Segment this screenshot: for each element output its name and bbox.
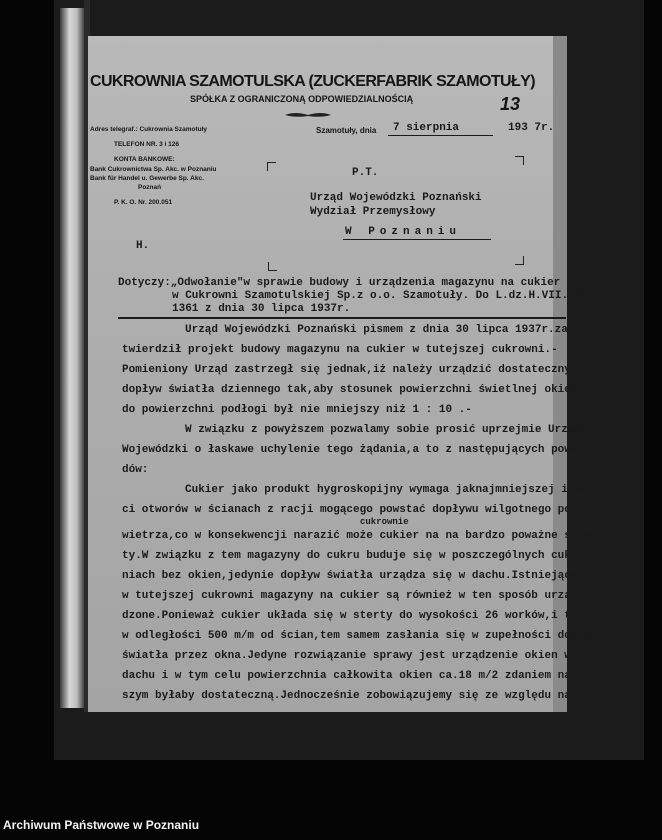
recipient-line-1: Urząd Wojewódzki Poznański	[310, 192, 482, 204]
address-corner	[267, 162, 276, 171]
body-line: Urząd Wojewódzki Poznański pismem z dnia 30 lipca 1937r.za-	[185, 324, 575, 336]
body-line: dzone.Ponieważ cukier układa się w sterty do wysokości 26 worków,i to	[122, 610, 578, 622]
telegraph-address: Adres telegraf.: Cukrownia Szamotuły	[90, 126, 208, 133]
date-year: 193 7r.	[508, 122, 555, 134]
ornament-icon	[283, 110, 333, 120]
body-line: Cukier jako produkt hygroskopijny wymaga jaknajmniejszej iloś-	[185, 484, 595, 496]
body-line: Pomieniony Urząd zastrzegł się jednak,iż należy urządzić dostateczny	[122, 364, 571, 376]
body-line: W związku z powyższem pozwalamy sobie prosić uprzejmie Urząd	[185, 424, 582, 436]
handwritten-correction: cukrownie	[360, 517, 409, 527]
body-line: szym byłaby dostateczną.Jednocześnie zobowiązujemy się ze względu na	[122, 690, 571, 702]
phone: TELEFON NR. 3 i 126	[114, 141, 180, 148]
film-edge	[60, 8, 84, 708]
body-line: dów:	[122, 464, 149, 476]
salutation: P.T.	[352, 167, 379, 179]
subject-underline	[118, 317, 566, 319]
address-corner	[515, 256, 524, 265]
subject-line-2: w Cukrowni Szamotulskiej Sp.z o.o. Szamotuły. Do L.dz.H.VII.-8	[172, 290, 582, 302]
date-day: 7 sierpnia	[393, 122, 460, 134]
bank-1: Bank Cukrownictwa Sp. Akc. w Poznaniu	[90, 166, 217, 173]
body-line: ci otworów w ścianach z racji mogącego powstać dopływu wilgotnego po-	[122, 504, 578, 516]
body-line: w odległości 500 m/m od ścian,tem samem zasłania się w zupełności dopływ	[122, 630, 598, 642]
body-line: światła przez okna.Jedyne rozwiązanie sprawy jest urządzenie okien w	[122, 650, 571, 662]
pko-account: P. K. O. Nr. 200.051	[114, 199, 173, 206]
address-corner	[268, 262, 277, 271]
company-name: CUKROWNIA SZAMOTULSKA (ZUCKERFABRIK SZAMOTUŁY)	[90, 73, 535, 90]
bank-header: KONTA BANKOWE:	[114, 156, 175, 163]
body-line: dopływ światła dziennego tak,aby stosunek powierzchni świetlnej okien	[122, 384, 578, 396]
body-line: ty.W związku z tem magazyny do cukru buduje się w poszczególnych cukrow-	[122, 550, 598, 562]
bank-2: Bank für Handel u. Gewerbe Sp. Akc.	[90, 175, 204, 182]
company-subtitle: SPÓŁKA Z OGRANICZONĄ ODPOWIEDZIALNOŚCIĄ	[190, 94, 414, 104]
body-line: niach bez okien,jedynie dopływ światła urządza się w dachu.Istniejące	[122, 570, 578, 582]
date-underline	[388, 135, 493, 136]
page-number: 13	[500, 94, 521, 114]
recipient-line-2: Wydział Przemysłowy	[310, 206, 436, 218]
body-line: dachu i w tym celu powierzchnia całkowita okien ca.18 m/2 zdaniem na-	[122, 670, 578, 682]
archive-footer: Archiwum Państwowe w Poznaniu	[3, 818, 200, 832]
subject-line-3: 1361 z dnia 30 lipca 1937r.	[172, 303, 351, 315]
reference: H.	[136, 240, 150, 252]
address-corner	[515, 156, 524, 165]
body-line: Wojewódzki o łaskawe uchylenie tego żądania,a to z następujących powo-	[122, 444, 585, 456]
body-line: twierdził projekt budowy magazynu na cukier w tutejszej cukrowni.-	[122, 344, 558, 356]
body-line: wietrza,co w konsekwencji narazić może cukier na na bardzo poważne stra-	[122, 530, 598, 542]
recipient-city: W Poznaniu	[345, 226, 462, 238]
city-underline	[343, 239, 491, 240]
bank-city: Poznań	[138, 184, 162, 191]
subject-line-1: Dotyczy:„Odwołanie"w sprawie budowy i urządzenia magazynu na cukier	[118, 277, 561, 289]
body-line: w tutejszej cukrowni magazyny na cukier są również w ten sposób urzą-	[122, 590, 578, 602]
date-place: Szamotuły, dnia	[316, 126, 377, 135]
body-line: do powierzchni podłogi był nie mniejszy niż 1 : 10 .-	[122, 404, 472, 416]
